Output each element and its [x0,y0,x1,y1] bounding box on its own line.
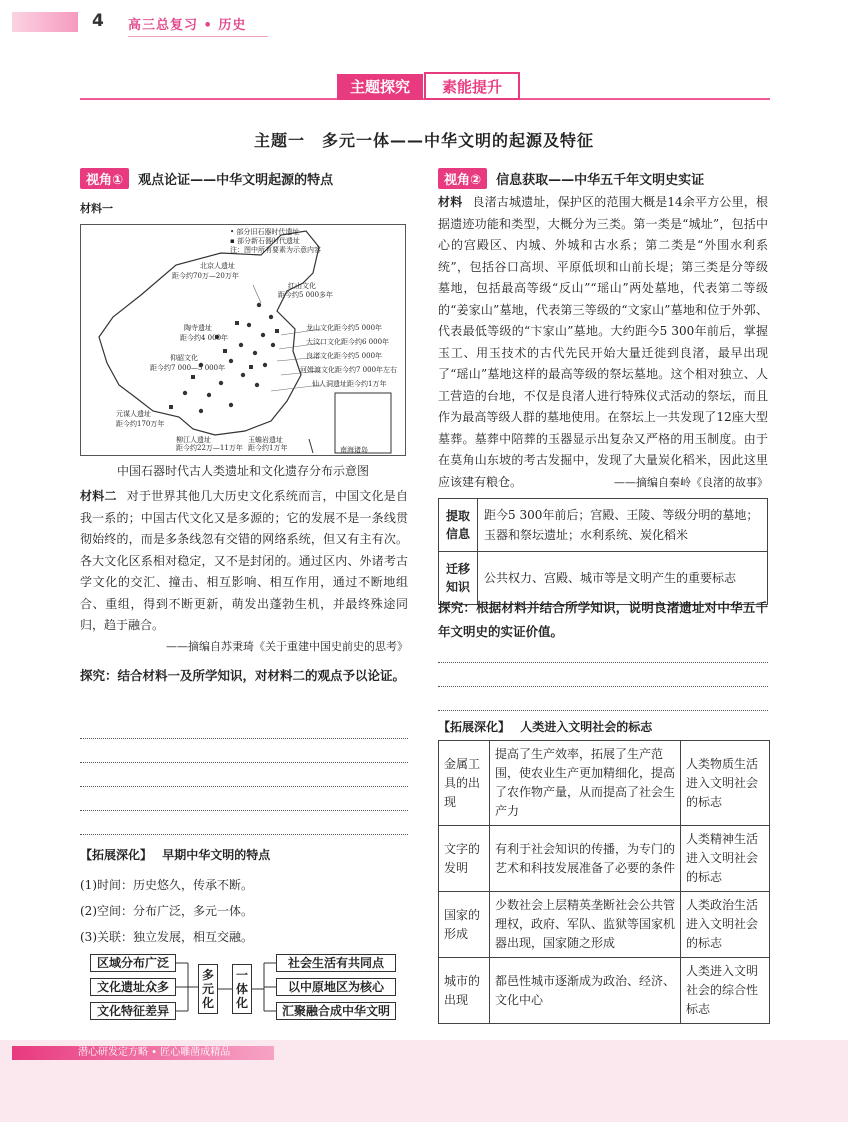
map-label: 元谋人遗址 [116,410,151,418]
list-item: (2)空间：分布广泛，多元一体。 [80,904,253,918]
material-label: 材料 [438,195,463,209]
map-label: 龙山文化距今约5 000年 [306,324,383,332]
page-number: 4 [92,11,104,31]
material-paragraph-right [438,192,768,493]
view-heading-1 [80,168,333,189]
table-key: 迁移知识 [439,552,478,605]
ext-heading-left [80,846,270,863]
table-row [439,826,770,892]
map-label: 北京人遗址 [200,262,235,270]
view-tag: 视角① [80,168,129,189]
map-label: 仙人洞遗址距今约1万年 [312,380,387,388]
legend-item: • 部分旧石器时代遗址 [230,228,300,236]
table-cell: 金属工具的出现 [439,741,490,826]
table-row [439,892,770,958]
header-rule [128,36,268,37]
map-label: 距今约22万—11万年 [176,444,243,452]
table-row [439,741,770,826]
diagram-box-right: 社会生活有共同点 [276,954,396,972]
banner-part-a: 主题探究 [337,74,423,100]
material-source-right: ——摘编自秦岭《良渚的故事》 [614,476,768,489]
view-tag: 视角② [438,168,487,189]
map-label: 距今约170万年 [116,420,165,428]
view-heading-2 [438,168,704,189]
table-cell: 文字的发明 [439,826,490,892]
answer-line[interactable] [438,686,768,687]
material1-label: 材料一 [80,202,113,215]
south-sea-inset [335,393,391,453]
answer-line[interactable] [80,762,408,763]
map-label: 河姆渡文化距今约7 000年左右 [300,366,398,374]
topic-title: 主题一 多元一体——中华文明的起源及特征 [253,131,594,150]
diagram-box-right: 以中原地区为核心 [276,978,396,996]
table-key: 提取信息 [439,499,478,552]
map-caption: 中国石器时代古人类遗址和文化遗存分布示意图 [116,464,369,478]
table-cell: 城市的出现 [439,958,490,1024]
map-label: 柳江人遗址 [176,436,211,444]
answer-line[interactable] [438,662,768,663]
ext-list-left [80,872,253,950]
diagram-box-unity: 一体化 [232,964,252,1014]
list-item: (3)关联：独立发展，相互交融。 [80,930,253,944]
legend-item: ▪ 部分新石器时代遗址 [230,237,300,245]
info-table [438,498,768,605]
explore-question-left: 探究：结合材料一及所学知识，对材料二的观点予以论证。 [80,668,406,683]
table-cell: 人类进入文明社会的综合性标志 [681,958,770,1024]
diagram-box-left: 文化遗址众多 [90,978,176,996]
material2-source: ——摘编自苏秉琦《关于重建中国史前史的思考》 [166,640,408,653]
map-label: 南海诸岛 [340,446,368,454]
table-value: 距今5 300年前后；宫殿、王陵、等级分明的墓地；玉器和祭坛遗址；水利系统、炭化稻米 [478,499,768,552]
view-title: 信息获取——中华五千年文明史实证 [496,173,705,188]
table-cell: 人类精神生活进入文明社会的标志 [681,826,770,892]
ext-heading-right [438,718,652,735]
answer-line[interactable] [438,710,768,711]
table-cell: 人类政治生活进入文明社会的标志 [681,892,770,958]
map-label: 距今约5 000多年 [278,291,334,299]
map-label: 玉蟾岩遗址 [248,436,283,444]
ext-title: 人类进入文明社会的标志 [520,720,653,734]
material-text: 良渚古城遗址，保护区的范围大概是14余平方公里，根据遗迹功能和类型，大概分为三类。第一类是“城址”，包括中心的宫殿区、内城、外城和古水系；第二类是“外围水利系统”，包括谷口高坝、平原低坝和山前长堤；第三类是分等级墓地，包括最高等级“反山”“瑶山”两处墓地，代表第二等级的“姜家山”墓地，代表第三等级的“文家山”墓地和位于外郭、代表最低等级的“卞家山”墓地。大约距今5 300年前后，掌握玉工、用玉技术的古代先民开始大量迁徙到良渚，最早出现了“瑶山”墓地这样的最高等级的祭坛墓地。这个相对独立、人工营造的台地，不仅是良渚人进行特殊仪式活动的祭坛，而且作为最高等级人群的墓地使用。在祭坛上一共发现了12座大型墓葬。墓葬中陪葬的玉器显示出复杂又严格的用玉制度。由于在莫角山东坡的考古发掘中，发现了大量炭化稻米，因此这里应该建有粮仓。 [438,195,768,489]
map-label: 陶寺遗址 [184,324,212,332]
diagram-box-diversity: 多元化 [198,964,218,1014]
map-label: 仰韶文化 [170,354,198,362]
map-label: 红山文化 [288,282,316,290]
diagram-box-right: 汇聚融合成中华文明 [276,1002,396,1020]
table-cell: 人类物质生活进入文明社会的标志 [681,741,770,826]
map-label: 良渚文化距今约5 000年 [306,352,383,360]
view-title: 观点论证——中华文明起源的特点 [138,173,334,188]
diagram-connectors [176,954,276,1024]
table-row [439,499,768,552]
running-title: 高三总复习 • 历史 [128,18,247,33]
diagram-box-left: 区域分布广泛 [90,954,176,972]
table-cell: 都邑性城市逐渐成为政治、经济、文化中心 [490,958,681,1024]
answer-line[interactable] [80,738,408,739]
material2-text: 对于世界其他几大历史文化系统而言，中国文化是自我一系的；中国古代文化又是多源的；它的发展不是一条线贯彻始终的，而是多条线忽有交错的网络系统，但又有主有次。各大文化区系相对稳定，又不是封闭的。通过区内、外诸考古学文化的交汇、撞击、相互影响、相互作用，通过不断地组合、重组，得到不断更新，萌发出蓬勃生机，并最终殊途同归，趋于融合。 [80,489,408,632]
diagram-box-left: 文化特征差异 [90,1002,176,1020]
header-decoration [12,12,78,32]
map-label: 距今约1万年 [248,444,288,452]
civilization-markers-table [438,740,770,1024]
map-label: 距今约4 000年 [180,334,229,342]
table-cell: 有利于社会知识的传播，为专门的艺术和科技发展准备了必要的条件 [490,826,681,892]
explore-question-right: 探究：根据材料并结合所学知识，说明良渚遗址对中华五千年文明史的实证价值。 [438,600,768,639]
map-label: 大汶口文化距今约6 000年 [306,338,390,346]
answer-line[interactable] [80,786,408,787]
ext-title: 早期中华文明的特点 [162,848,271,862]
legend-item: 注：图中所有要素为示意内容 [230,246,321,254]
ext-tag: 【拓展深化】 [80,848,153,862]
answer-line[interactable] [80,810,408,811]
table-cell: 少数社会上层精英垄断社会公共管理权，政府、军队、监狱等国家机器出现，国家随之形成 [490,892,681,958]
map-label: 距今约7 000—5 000年 [150,364,226,372]
list-item: (1)时间：历史悠久，传承不断。 [80,878,253,892]
banner-part-b: 素能提升 [424,72,520,100]
material2-label: 材料二 [80,489,117,503]
footer-slogan: 潜心研发定方略 • 匠心雕凿成精品 [78,1047,231,1058]
ext-tag: 【拓展深化】 [438,720,511,734]
table-row [439,958,770,1024]
material2-paragraph [80,486,408,637]
map-legend [230,228,321,255]
table-cell: 国家的形成 [439,892,490,958]
table-value: 公共权力、宫殿、城市等是文明产生的重要标志 [478,552,768,605]
map-label: 距今约70万—20万年 [172,272,239,280]
answer-line[interactable] [80,834,408,835]
table-cell: 提高了生产效率，拓展了生产范围，使农业生产更加精细化，提高了农作物产量，从而提高了社会生产力 [490,741,681,826]
